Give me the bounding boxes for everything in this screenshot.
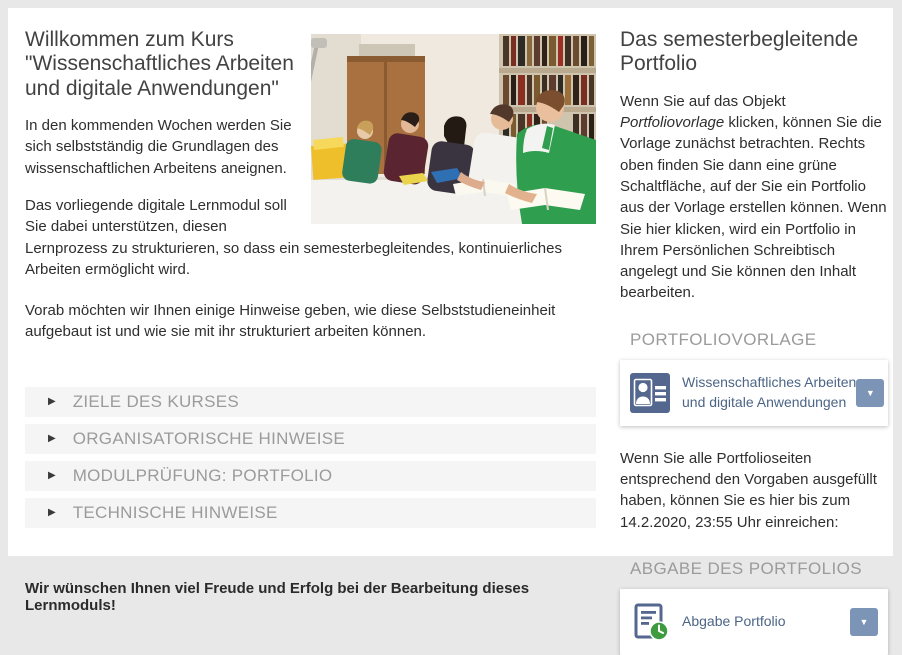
portfolio-submission-card — [620, 589, 888, 655]
accordion-item-organisatorische-hinweise[interactable] — [25, 424, 596, 454]
accordion-label: TECHNISCHE HINWEISE — [72, 502, 278, 522]
link-line-1: Abgabe Portfolio — [682, 613, 786, 630]
caret-down-icon: ▼ — [859, 616, 869, 627]
portfolio-template-actions-dropdown[interactable] — [856, 379, 884, 407]
portfolio-template-icon — [630, 373, 670, 413]
accordion-label: ZIELE DES KURSES — [72, 391, 240, 411]
students-reading-illustration — [311, 34, 596, 224]
accordion-item-ziele-des-kurses[interactable] — [25, 387, 596, 417]
caret-down-icon: ▼ — [865, 387, 875, 398]
portfolio-paragraph-1 — [620, 91, 892, 304]
paragraph-text: klicken, können Sie die Vorlage zunächst betrachten. Rechts oben finden Sie dann eine grüne Schaltfläche, auf der Sie ein Portfolio aus der Vorlage erstellen können. Wenn Sie hier klicken, wird ein Portfolio in Ihrem Persönlichen Schreibtisch angelegt und Sie können den Inhalt bearbeiten. — [620, 114, 887, 302]
intro-paragraph-3: Vorab möchten wir Ihnen einige Hinweise geben, wie diese Selbststudieneinheit aufgebaut ist und wie sie mit ihr strukturiert arbeiten können. — [25, 302, 556, 341]
portfolio-paragraph-2: Wenn Sie alle Portfolioseiten entsprechend den Vorgaben ausgefüllt haben, können Sie es hier bis zum 14.2.2020, 23:55 Uhr einreichen: — [620, 449, 877, 531]
intro-paragraph-2: Das vorliegende digitale Lernmodul soll Sie dabei unterstützen, diesen Lernprozess zu strukturieren, so dass ein semesterbegleitendes, kontinuierliches Arbeiten ermöglicht wird. — [25, 196, 562, 278]
portfolio-submission-actions-dropdown[interactable] — [850, 608, 878, 636]
course-photo — [311, 34, 596, 224]
portfolio-template-link[interactable] — [682, 373, 856, 412]
triangle-right-icon: ▶ — [48, 395, 56, 407]
accordion-item-technische-hinweise[interactable] — [25, 498, 596, 528]
section-heading-abgabe: ABGABE DES PORTFOLIOS — [630, 558, 862, 578]
content-columns — [8, 8, 893, 655]
course-content-page — [8, 8, 893, 630]
exercise-deadline-icon — [630, 602, 670, 642]
link-line-2: und digitale Anwendungen — [682, 393, 847, 410]
accordion-label: ORGANISATORISCHE HINWEISE — [72, 428, 345, 448]
portfolio-submission-link[interactable] — [682, 612, 786, 632]
paragraph-text: Wenn Sie auf das Objekt — [620, 92, 786, 110]
triangle-right-icon: ▶ — [48, 432, 56, 444]
left-column — [25, 18, 596, 655]
page-title: Willkommen zum Kurs "Wissenschaftliches Arbeiten und digitale Anwendungen" — [25, 28, 294, 100]
portfoliovorlage-emphasis: Portfoliovorlage — [620, 114, 725, 132]
closing-message: Wir wünschen Ihnen viel Freude und Erfolg bei der Bearbeitung dieses Lernmoduls! — [25, 579, 530, 614]
right-column — [620, 18, 892, 655]
section-heading-portfoliovorlage: PORTFOLIOVORLAGE — [630, 329, 817, 349]
intro-paragraph-1: In den kommenden Wochen werden Sie sich selbstständig die Grundlagen des wissenschaftlichen Arbeitens aneignen. — [25, 117, 292, 177]
accordion-list — [25, 387, 596, 528]
triangle-right-icon: ▶ — [48, 506, 56, 518]
triangle-right-icon: ▶ — [48, 469, 56, 481]
accordion-label: MODULPRÜFUNG: PORTFOLIO — [72, 465, 333, 485]
accordion-item-modulpruefung-portfolio[interactable] — [25, 461, 596, 491]
portfolio-template-card — [620, 360, 888, 426]
portfolio-section-title: Das semesterbegleitende Portfolio — [620, 28, 859, 76]
link-line-1: Wissenschaftliches Arbeiten — [682, 374, 857, 391]
